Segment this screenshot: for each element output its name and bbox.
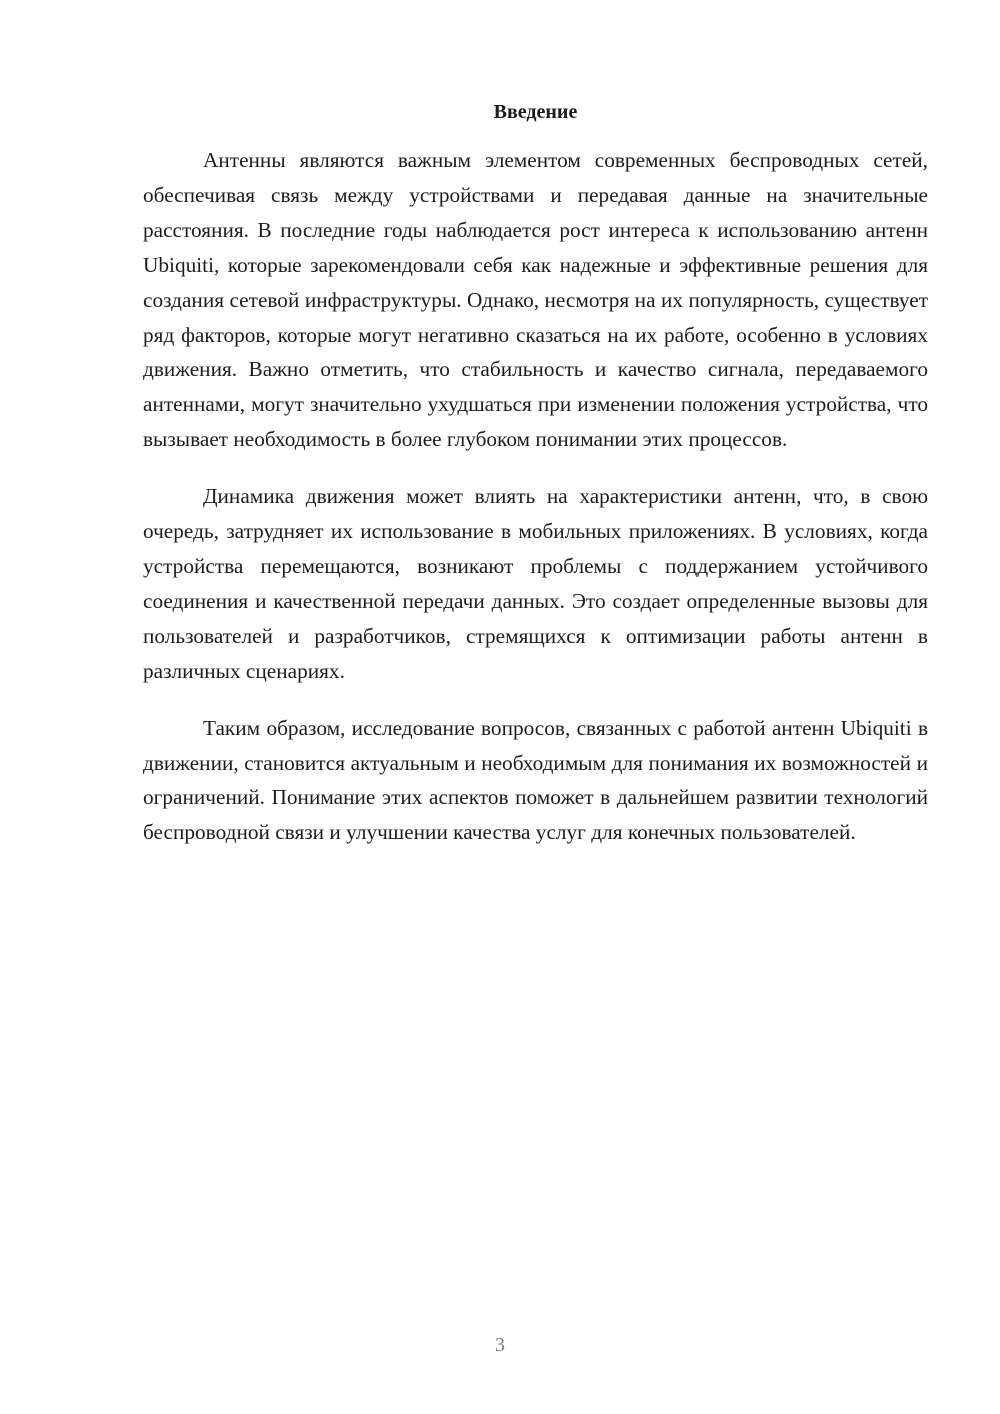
intro-paragraph-3: Таким образом, исследование вопросов, связанных с работой антенн Ubiquiti в движении, становится актуальным и необходимым для понимания их возможностей и ограничений. Понимание этих аспектов поможет в дальнейшем развитии технологий беспроводной связи и улучшении качества услуг для конечных пользователей. — [143, 715, 928, 845]
intro-paragraph-2: Динамика движения может влиять на характеристики антенн, что, в свою очередь, затрудняет их использование в мобильных приложениях. В условиях, когда устройства перемещаются, возникают проблемы с поддержанием устойчивого соединения и качественной передачи данных. Это создает определенные вызовы для пользователей и разработчиков, стремящихся к оптимизации работы антенн в различных сценариях. — [143, 484, 928, 683]
page-content — [143, 96, 928, 872]
intro-paragraph-1: Антенны являются важным элементом современных беспроводных сетей, обеспечивая связь между устройствами и передавая данные на значительные расстояния. В последние годы наблюдается рост интереса к использованию антенн Ubiquiti, которые зарекомендовали себя как надежные и эффективные решения для создания сетевой инфраструктуры. Однако, несмотря на их популярность, существует ряд факторов, которые могут негативно сказаться на их работе, особенно в условиях движения. Важно отметить, что стабильность и качество сигнала, передаваемого антеннами, могут значительно ухудшаться при изменении положения устройства, что вызывает необходимость в более глубоком понимании этих процессов. — [143, 148, 928, 452]
page-number: 3 — [495, 1334, 505, 1356]
section-title: Введение — [493, 101, 578, 123]
